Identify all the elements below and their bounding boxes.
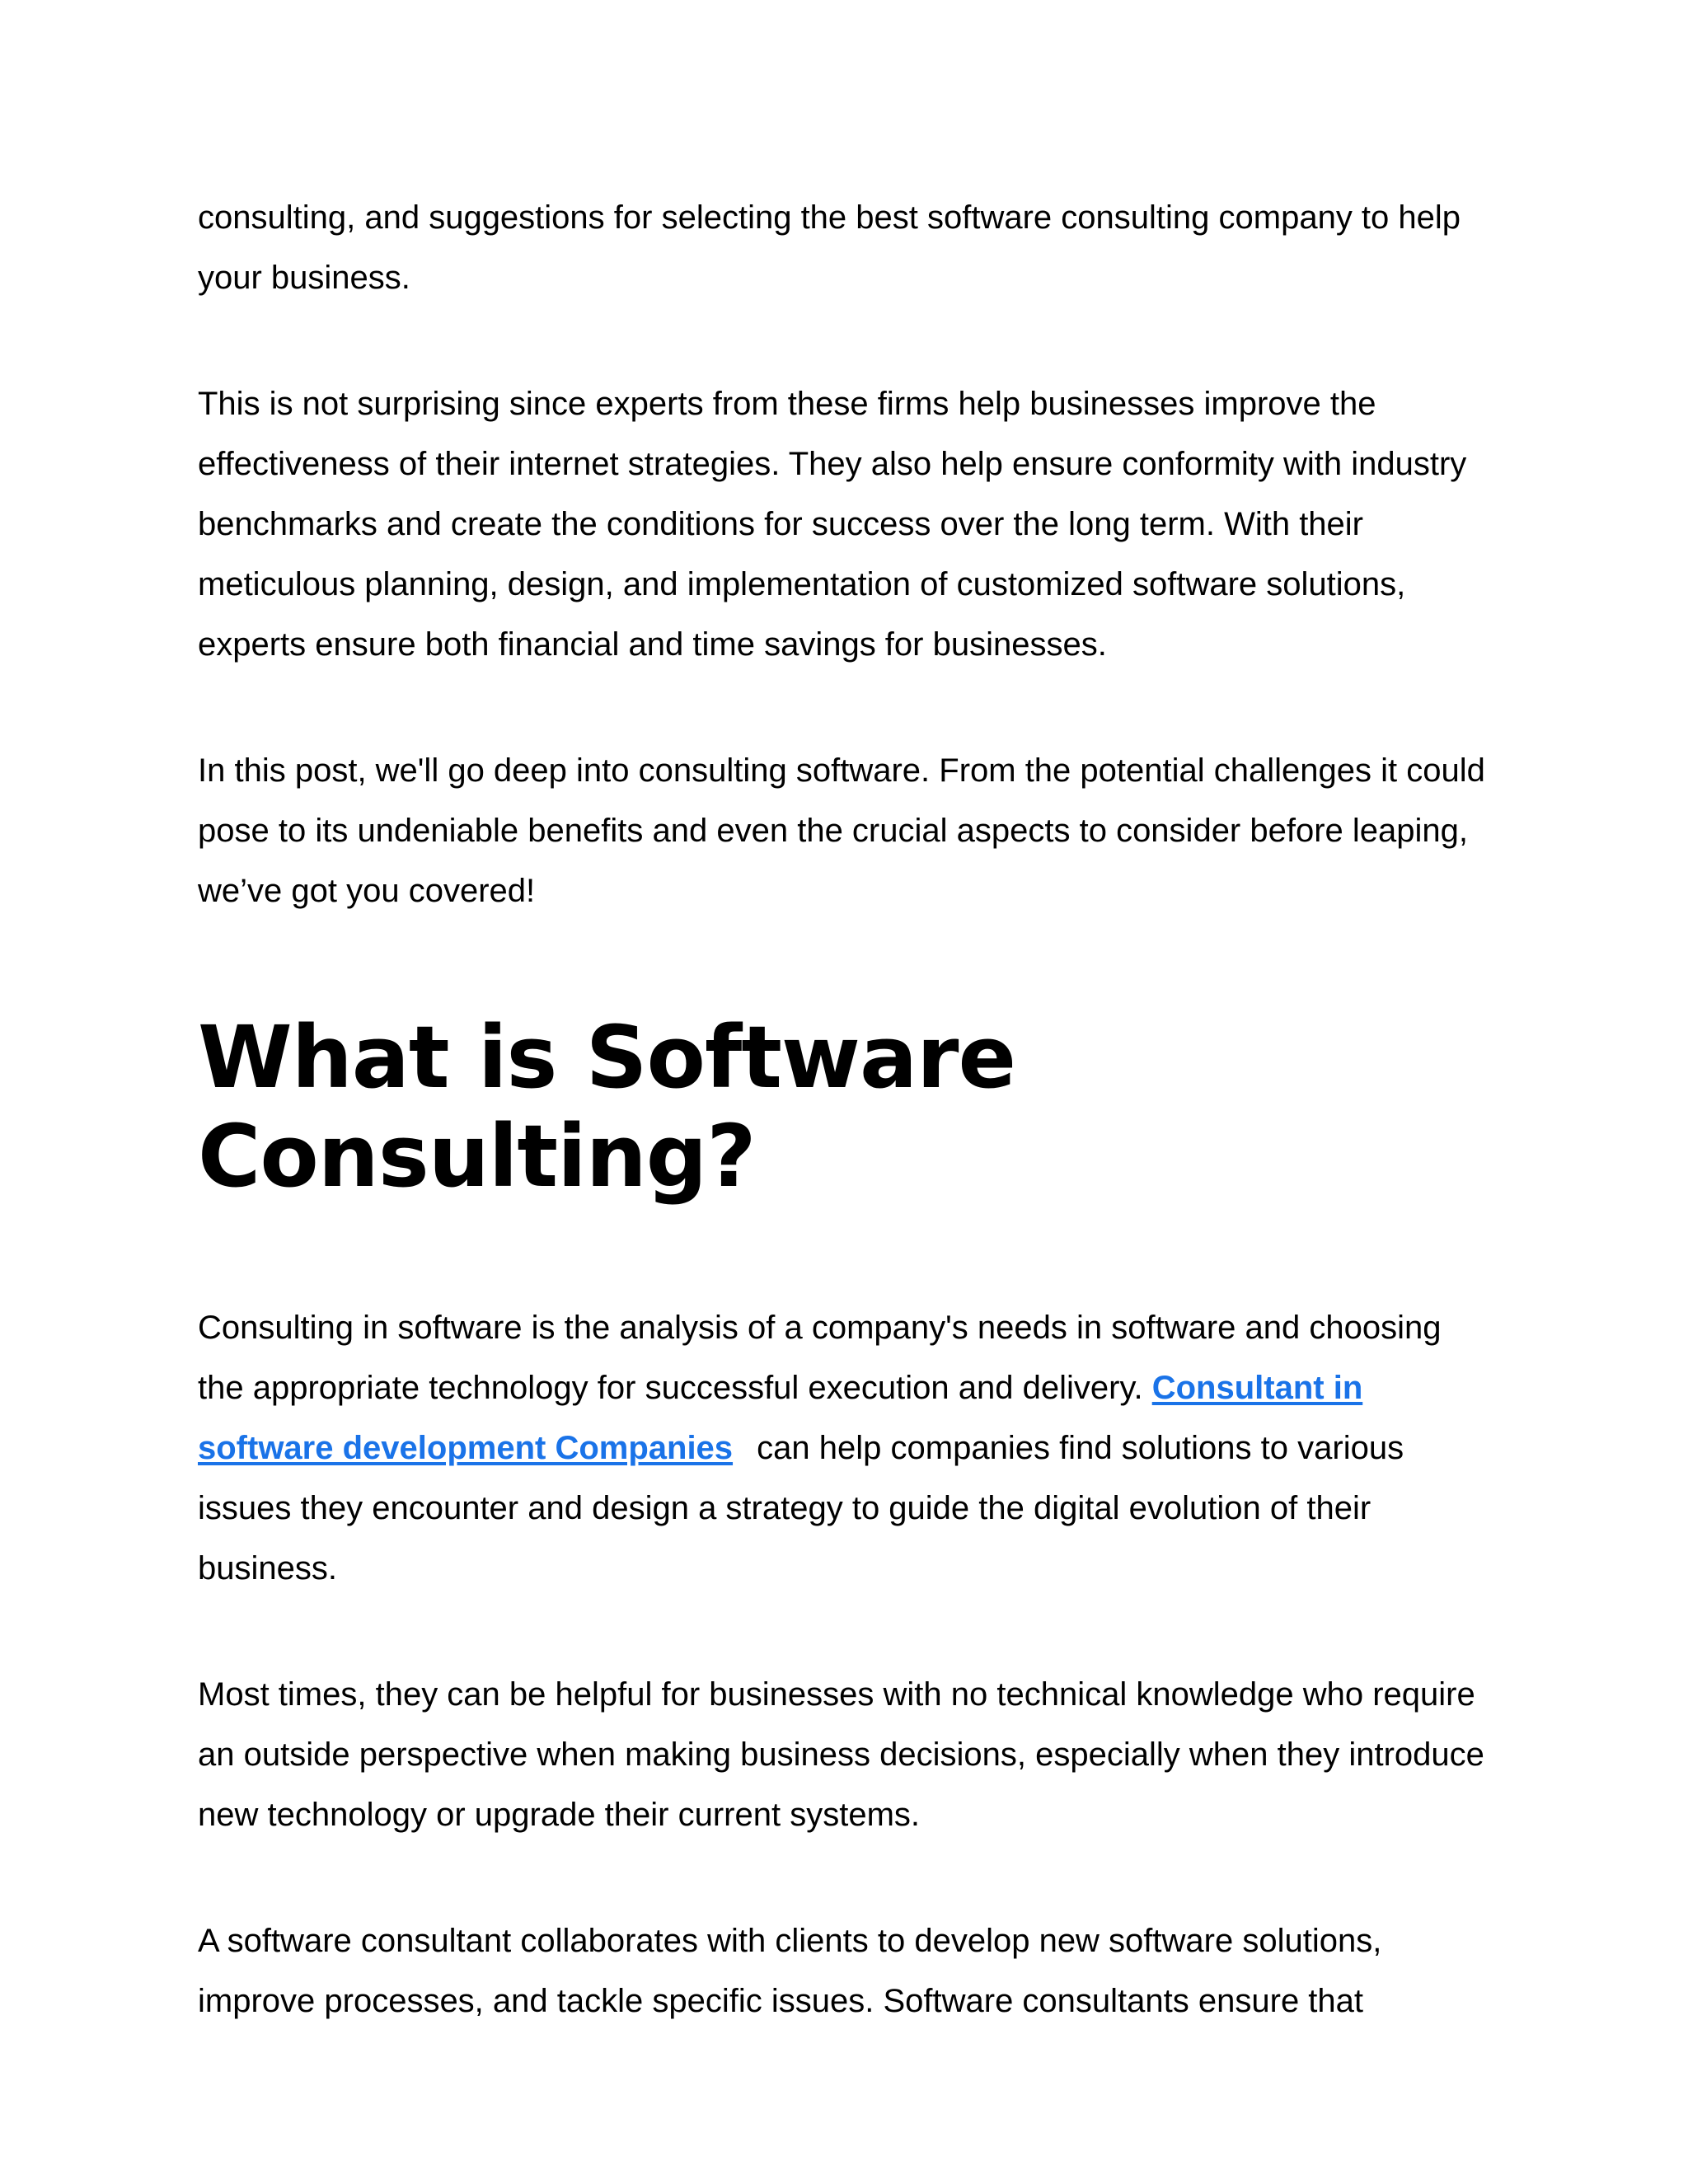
section-heading: What is Software Consulting?: [198, 1007, 1016, 1207]
paragraph-definition: [198, 1298, 1492, 1599]
paragraph-post-overview: In this post, we'll go deep into consulting software. From the potential challenges it could pose to its undeniable benefits and even the crucial aspects to consider before leaping, we’ve got you covered!: [198, 752, 1485, 909]
definition-text-start: Consulting in software is the analysis of a company's needs in software and choosing the appropriate technology for successful execution and delivery.: [198, 1310, 1442, 1406]
document-body: [198, 188, 1492, 2032]
paragraph-intro-continued: consulting, and suggestions for selecting the best software consulting company to help your business.: [198, 199, 1461, 296]
paragraph-collaboration: A software consultant collaborates with clients to develop new software solutions, improve processes, and tackle specific issues. Software consultants ensure that: [198, 1923, 1382, 2019]
consultant-link[interactable]: Consultant in software development Companies: [198, 1370, 1363, 1466]
paragraph-experts: This is not surprising since experts from these firms help businesses improve the effectiveness of their internet strategies. They also help ensure conformity with industry benchmarks and create the conditions for success over the long term. With their meticulous planning, design, and implementation of customized software solutions, experts ensure both financial and time savings for businesses.: [198, 386, 1467, 663]
paragraph-helpful: Most times, they can be helpful for businesses with no technical knowledge who require an outside perspective when making business decisions, especially when they introduce new technology or upgrade their current systems.: [198, 1676, 1484, 1833]
definition-text-end: can help companies find solutions to various issues they encounter and design a strategy to guide the digital evolution of their business.: [198, 1430, 1404, 1586]
